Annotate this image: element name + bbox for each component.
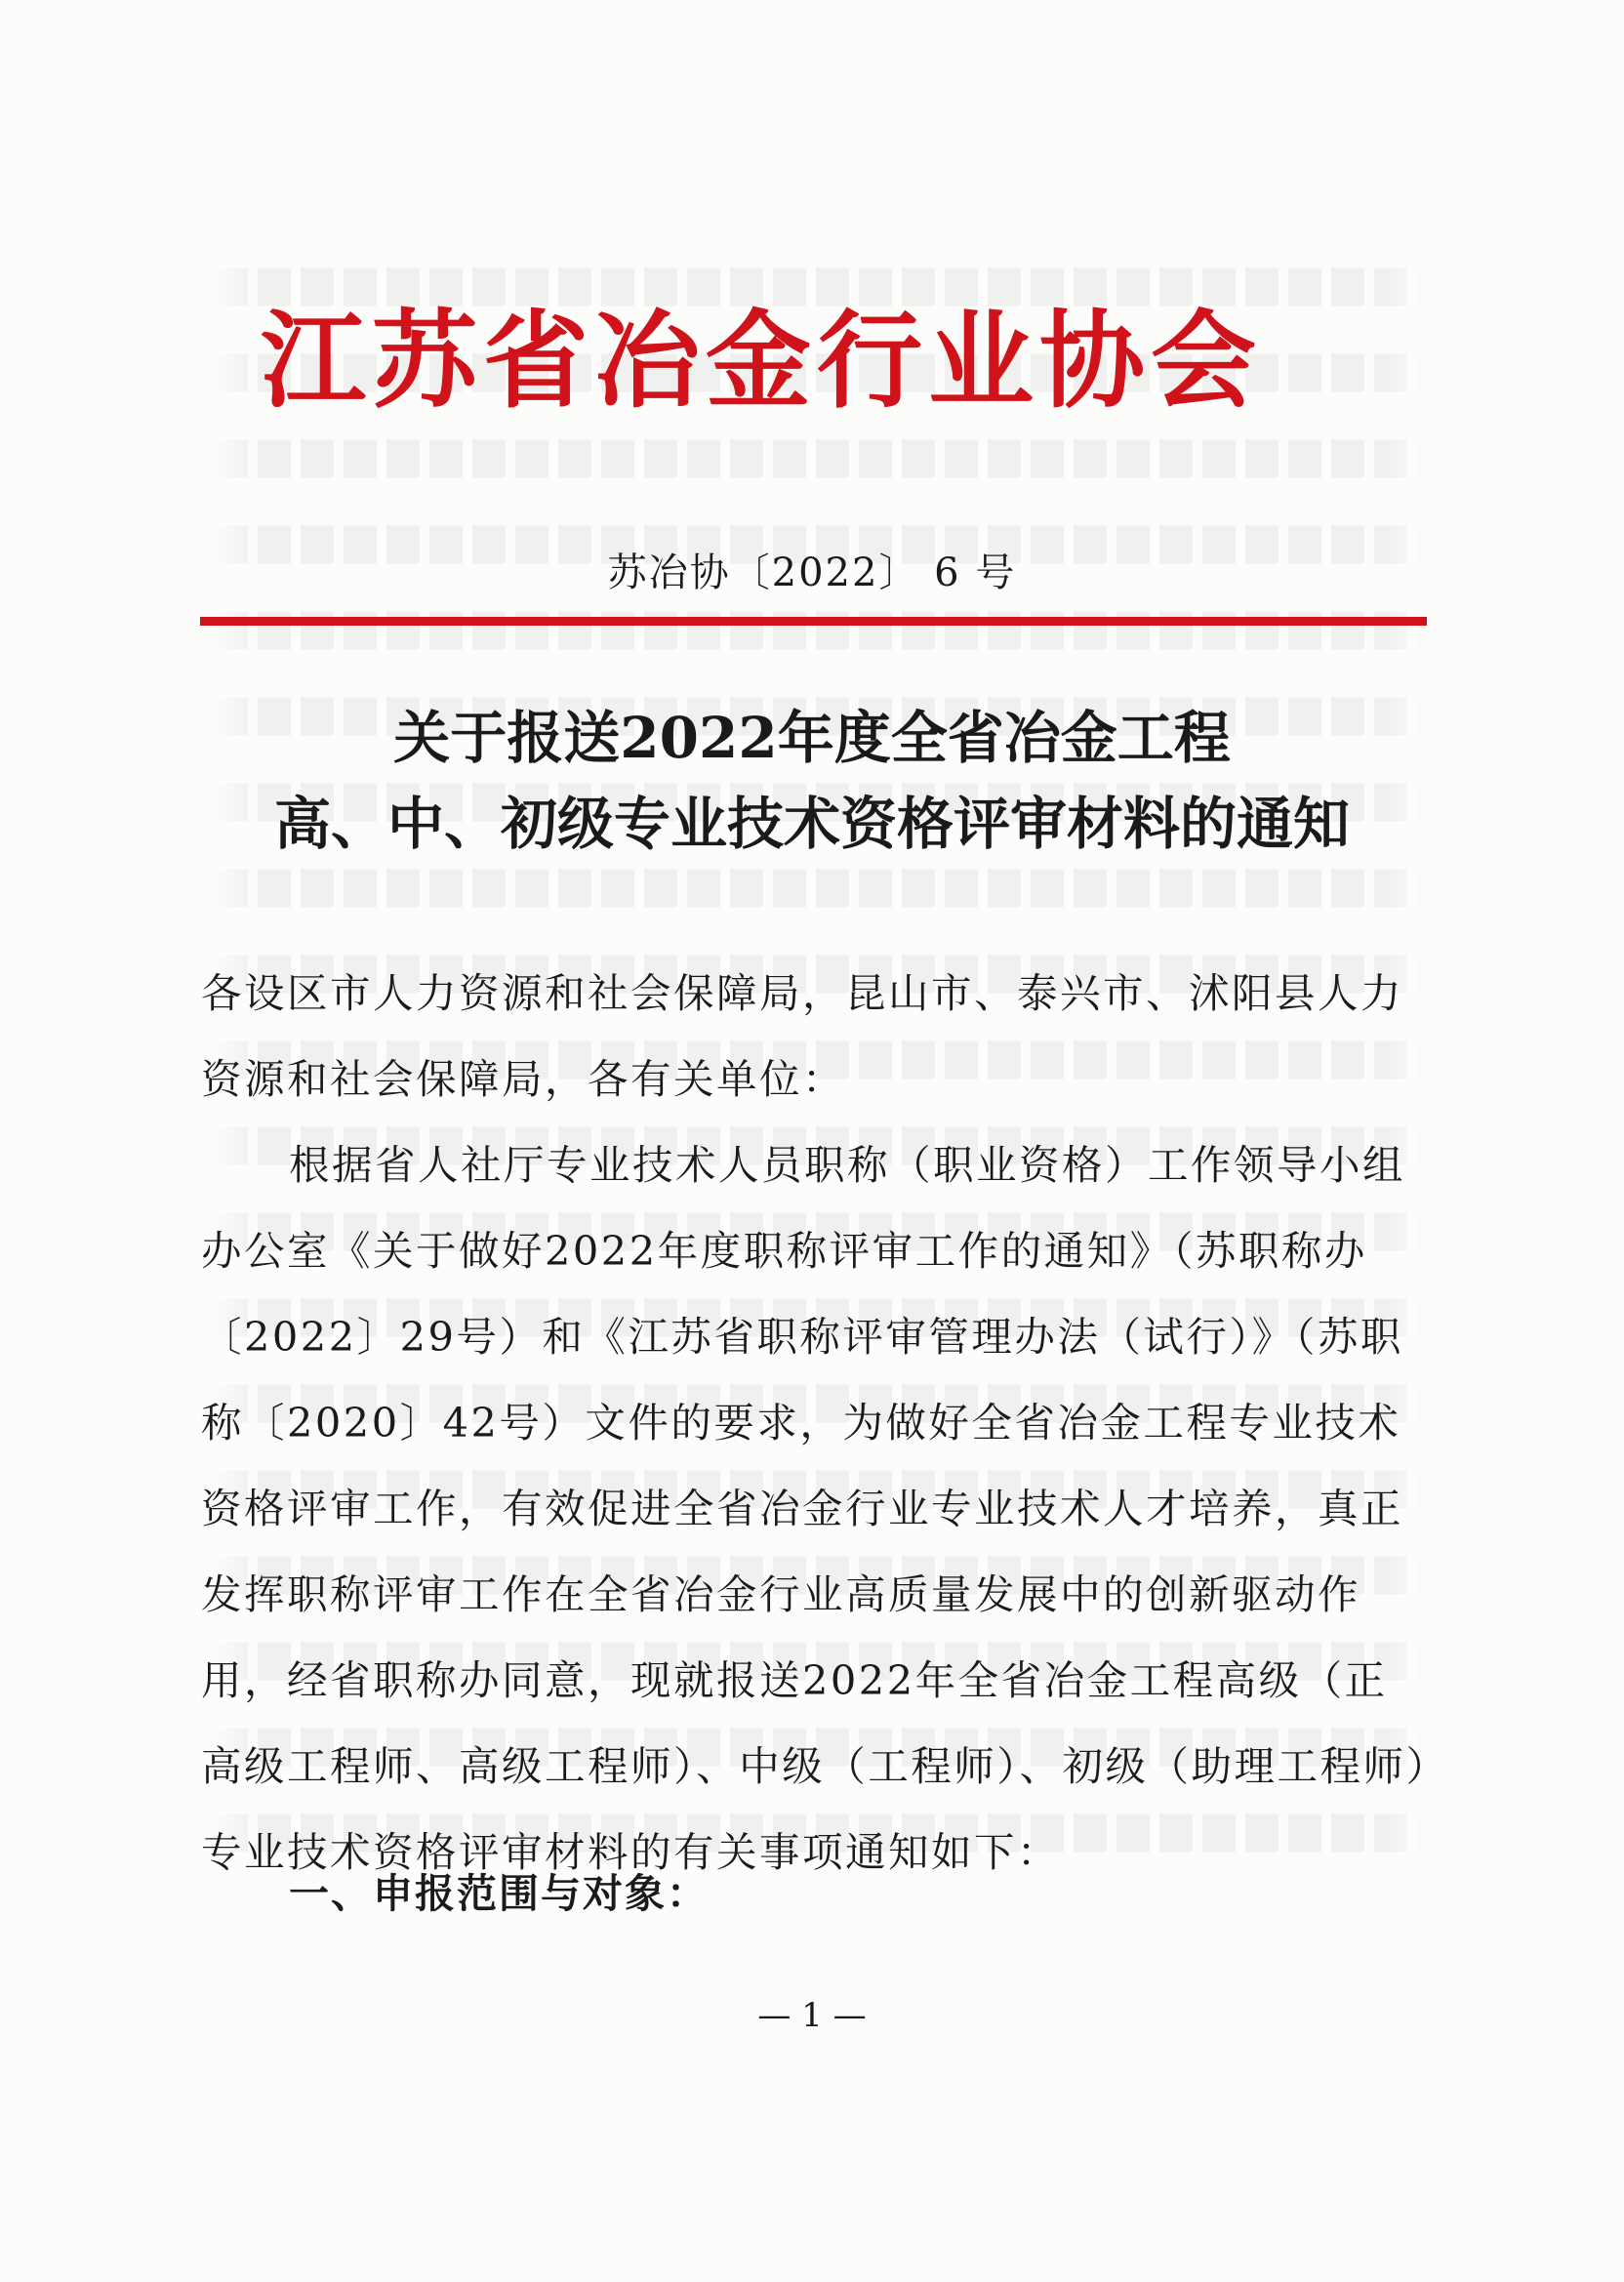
body-line-addressee-1: 各设区市人力资源和社会保障局，昆山市、泰兴市、沭阳县人力: [201, 969, 1404, 1017]
page-number: — 1 —: [757, 1996, 867, 2035]
body-line-6: 称〔2020〕42号）文件的要求，为做好全省冶金工程专业技术: [201, 1399, 1401, 1447]
body-line-3: 根据省人社厅专业技术人员职称（职业资格）工作领导小组: [289, 1141, 1406, 1189]
document-title-line-2: 高、中、初级专业技术资格评审材料的通知: [273, 791, 1350, 857]
body-line-10: 高级工程师、高级工程师）、中级（工程师）、初级（助理工程师）: [201, 1742, 1449, 1790]
section-heading-1: 一、申报范围与对象：: [289, 1870, 709, 1917]
body-line-7: 资格评审工作，有效促进全省冶金行业专业技术人才培养，真正: [201, 1485, 1404, 1532]
body-line-9: 用，经省职称办同意，现就报送2022年全省冶金工程高级（正: [201, 1656, 1388, 1704]
organization-letterhead: 江苏省冶金行业协会: [260, 300, 1262, 423]
body-line-5: 〔2022〕29号）和《江苏省职称评审管理办法（试行）》（苏职: [201, 1313, 1403, 1361]
document-number: 苏冶协〔2022〕 6 号: [607, 550, 1017, 595]
body-line-4: 办公室《关于做好2022年度职称评审工作的通知》（苏职称办: [201, 1227, 1367, 1275]
letterhead-red-rule: [200, 617, 1427, 626]
document-title-line-1: 关于报送2022年度全省冶金工程: [393, 705, 1231, 771]
document-title: [0, 695, 1624, 867]
document-body: [201, 951, 1449, 1895]
body-line-8: 发挥职称评审工作在全省冶金行业高质量发展中的创新驱动作: [201, 1570, 1361, 1618]
body-line-addressee-2: 资源和社会保障局，各有关单位：: [201, 1055, 846, 1103]
body-line-11: 专业技术资格评审材料的有关事项通知如下：: [201, 1828, 1061, 1876]
